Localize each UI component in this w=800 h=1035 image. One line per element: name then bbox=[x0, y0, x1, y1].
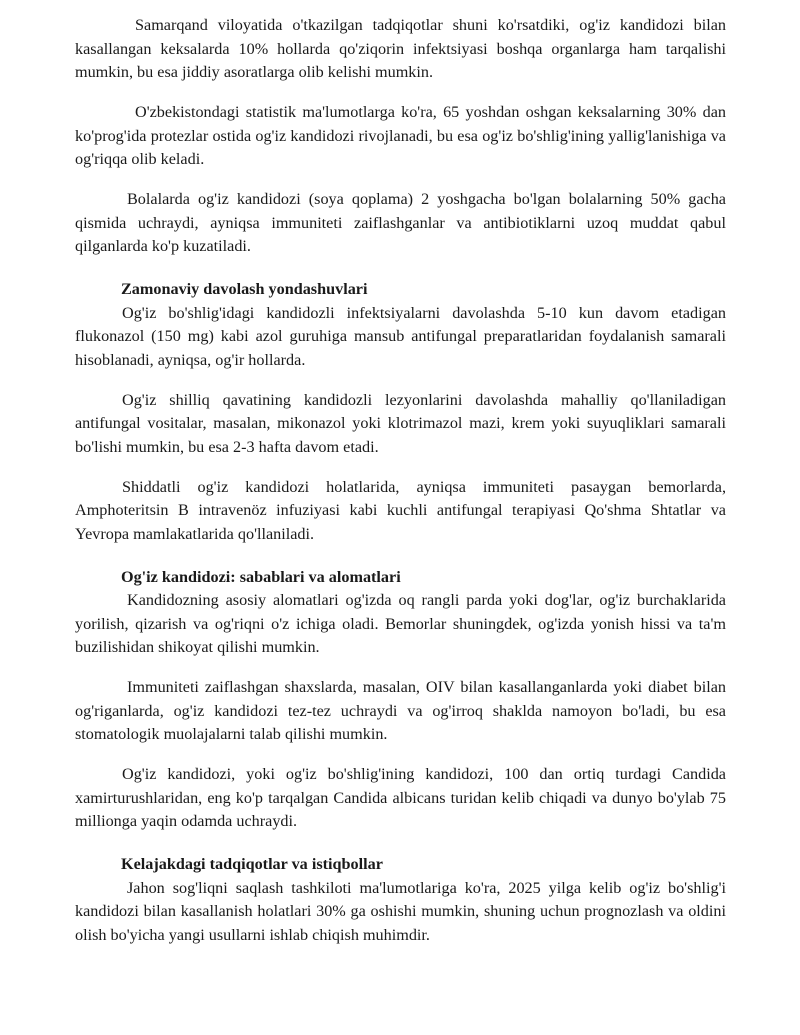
paragraph-candida-species: Og'iz kandidozi, yoki og'iz bo'shlig'ining kandidozi, 100 dan ortiq turdagi Candida xamirturushlaridan, eng ko'p tarqalgan Candida albicans turidan kelib chiqadi va dunyo bo'ylab 75 millionga yaqin odamda uchraydi. bbox=[75, 765, 726, 830]
paragraph-fluconazole: Og'iz bo'shlig'idagi kandidozli infektsiyalarni davolashda 5-10 kun davom etadigan flukonazol (150 mg) kabi azol guruhiga mansub antifungal preparatlaridan foydalanish samarali hisoblanadi, ayniqsa, og'ir hollarda. bbox=[75, 303, 726, 369]
paragraph-who-forecast: Jahon sog'liqni saqlash tashkiloti ma'lumotlariga ko'ra, 2025 yilga kelib og'iz bo'shlig'i kandidozi bilan kasallanish holatlari 30% ga oshishi mumkin, shuning uchun prognozlash va oldini olish bo'yicha yangi usullarni ishlab chiqish muhimdir. bbox=[75, 878, 726, 944]
section-heading-treatment: Zamonaviy davolash yondashuvlari bbox=[121, 280, 368, 298]
paragraph-uzbekistan-statistics: O'zbekistondagi statistik ma'lumotlarga ko'ra, 65 yoshdan oshgan keksalarning 30% dan ko'prog'ida protezlar ostida og'iz kandidozi rivojlanadi, bu esa og'iz bo'shlig'ining yallig'lanishiga va og'riqqa olib keladi. bbox=[75, 103, 726, 168]
paragraph-immunocompromised: Immuniteti zaiflashgan shaxslarda, masalan, OIV bilan kasallanganlarda yoki diabet bilan og'riganlarda, og'iz kandidozi tez-tez uchraydi va og'irroq shaklda namoyon bo'ladi, bu esa stomatologik muolajalarni talab qilishi mumkin. bbox=[75, 678, 726, 743]
paragraph-children-candidiasis: Bolalarda og'iz kandidozi (soya qoplama) 2 yoshgacha bo'lgan bolalarning 50% gacha qismida uchraydi, ayniqsa immuniteti zaiflashganlar va antibiotiklarni uzoq muddat qabul qilganlarda ko'p kuzatiladi. bbox=[75, 190, 726, 255]
paragraph-symptoms: Kandidozning asosiy alomatlari og'izda oq rangli parda yoki dog'lar, og'iz burchaklarida yorilish, qizarish va og'riqni o'z ichiga oladi. Bemorlar shuningdek, og'izda yonish hissi va ta'm buzilishidan shikoyat qilishi mumkin. bbox=[75, 591, 726, 656]
paragraph-samarqand-study: Samarqand viloyatida o'tkazilgan tadqiqotlar shuni ko'rsatdiki, og'iz kandidozi bilan kasallangan keksalarda 10% hollarda qo'ziqorin infektsiyasi boshqa organlarga ham tarqalishi mumkin, bu esa jiddiy asoratlarga olib kelishi mumkin. bbox=[75, 16, 726, 81]
paragraph-topical-antifungals: Og'iz shilliq qavatining kandidozli lezyonlarini davolashda mahalliy qo'llaniladigan antifungal vositalar, masalan, mikonazol yoki klotrimazol mazi, krem yoki suyuqliklari samarali bo'lishi mumkin, bu esa 2-3 hafta davom etadi. bbox=[75, 390, 726, 456]
paragraph-amphotericin: Shiddatli og'iz kandidozi holatlarida, ayniqsa immuniteti pasaygan bemorlarda, Amphoteritsin B intravenöz infuziyasi kabi kuchli antifungal terapiyasi Qo'shma Shtatlar va Yevropa mamlakatlarida qo'llaniladi. bbox=[75, 477, 726, 543]
section-heading-causes-symptoms: Og'iz kandidozi: sabablari va alomatlari bbox=[121, 567, 401, 586]
section-heading-future-research: Kelajakdagi tadqiqotlar va istiqbollar bbox=[121, 855, 383, 873]
